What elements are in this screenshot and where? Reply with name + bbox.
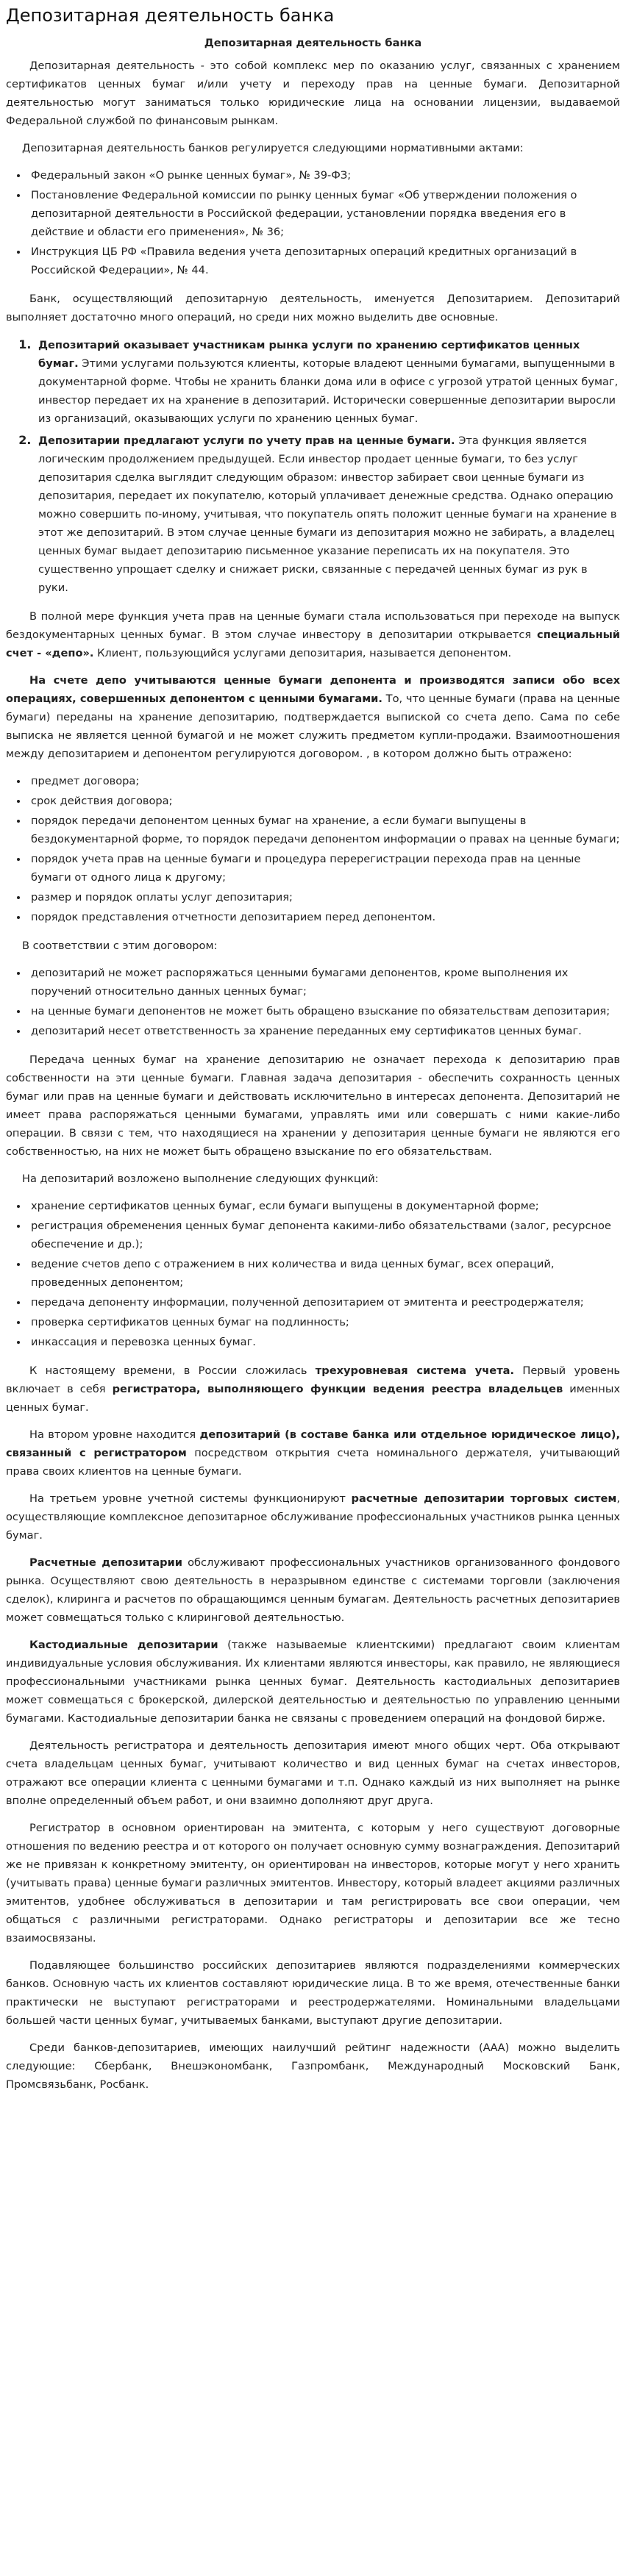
list-item: • порядок передачи депонентом ценных бумаг на хранение, а если бумаги выпущены в бездокументарной форме, то порядок передачи депонентом информации о правах на ценные бумаги; — [28, 812, 620, 848]
operation-text: Эта функция является логическим продолжением предыдущей. Если инвестор продает ценные бумаги, то без услуг депозитария сделка выглядит следующим образом: инвестор забирает свои ценные бумаги из депозитария, передает их покупателю, который уплачивает денежные средства. Однако операцию можно совершить по-иному, учитывая, что покупатель опять положит ценные бумаги на хранение в этот же депозитарий. В этом случае ценные бумаги из депозитария можно не забирать, а владелец ценных бумаг выдает депозитарию письменное указание переписать их на покупателя. Это существенно упрощает сделку и снижает риски, связанные с передачей ценных бумаг из рук в руки. — [38, 434, 617, 594]
list-item: • депозитарий несет ответственность за хранение переданных ему сертификатов ценных бумаг. — [28, 1022, 620, 1040]
paragraph-top-banks: Среди банков-депозитариев, имеющих наилучший рейтинг надежности (ААА) можно выделить следующие: Сбербанк, Внешэкономбанк, Газпромбанк, Международный Московский Банк, Промсвязьбанк, Росбанк. — [6, 2042, 620, 2091]
article — [6, 4, 620, 2094]
paragraph-depo-account: В полной мере функция учета прав на ценные бумаги стала использоваться при переходе на выпуск бездокументарных ценных бумаг. В этом случае инвестору в депозитарии открывается специальный счет - «депо». Клиент, пользующийся услугами депозитария, называется депонентом. — [6, 610, 620, 659]
operation-lead: Депозитарий оказывает участникам рынка услуги по хранению сертификатов ценных бумаг. — [38, 339, 580, 370]
list-item: • хранение сертификатов ценных бумаг, если бумаги выпущены в документарной форме; — [28, 1197, 620, 1215]
paragraph-regulation-intro: Депозитарная деятельность банков регулируется следующими нормативными актами: — [22, 142, 524, 154]
list-item: • ведение счетов депо с отражением в них количества и вида ценных бумаг, всех операций, проведенных депонентом; — [28, 1255, 620, 1292]
list-item: • регистрация обременения ценных бумаг депонента какими-либо обязательствами (залог, ресурсное обеспечение и др.); — [28, 1217, 620, 1253]
paragraph-bank-depositaries: Подавляющее большинство российских депозитариев являются подразделениями коммерческих банков. Основную часть их клиентов составляют юридические лица. В то же время, отечественные банки практически не выступают регистраторами и реестродержателями. Номинальными владельцами большей части ценных бумаг, учитываемых банками, выступают другие депозитарии. — [6, 1959, 620, 2027]
list-item: • передача депоненту информации, полученной депозитарием от эмитента и реестродержателя; — [28, 1293, 620, 1312]
list-item — [35, 335, 620, 428]
contract-contents-list — [6, 772, 620, 926]
paragraph-agreement-intro: В соответствии с этим договором: — [22, 940, 218, 952]
list-item: • депозитарий не может распоряжаться ценными бумагами депонентов, кроме выполнения их поручений относительно данных ценных бумаг; — [28, 964, 620, 1001]
paragraph-depositary-intro: Банк, осуществляющий депозитарную деятельность, именуется Депозитарием. Депозитарий выполняет достаточно много операций, но среди них можно выделить две основные. — [6, 293, 620, 323]
paragraph-functions-intro: На депозитарий возложено выполнение следующих функций: — [22, 1173, 379, 1185]
functions-list — [6, 1197, 620, 1351]
paragraph-definition: Депозитарная деятельность - это собой комплекс мер по оказанию услуг, связанных с хранением сертификатов ценных бумаг и/или учету и переходу прав на ценные бумаги. Депозитарной деятельностью могут заниматься только юридические лица на основании лицензии, выдаваемой Федеральной службой по финансовым рынкам. — [6, 60, 620, 127]
agreement-terms-list — [6, 964, 620, 1040]
main-operations-list — [6, 335, 620, 597]
paragraph-registrar-role: Регистратор в основном ориентирован на эмитента, с которым у него существуют договорные отношения по ведению реестра и от которого он получает основную сумму вознаграждения. Депозитарий же не привязан к конкретному эмитенту, он ориентирован на инвесторов, которые могут у него хранить (учитывать права) ценные бумаги различных эмитентов. Инвестору, который владеет акциями различных эмитентов, удобнее обслуживаться в депозитарии и там регистрировать все свои операции, чем общаться с различными регистраторами. Однако регистраторы и депозитарии все же тесно взаимосвязаны. — [6, 1822, 620, 1944]
list-item: • Инструкция ЦБ РФ «Правила ведения учета депозитарных операций кредитных организаций в Российской Федерации», № 44. — [28, 243, 620, 279]
paragraph-depo-records: На счете депо учитываются ценные бумаги депонента и производятся записи обо всех операциях, совершенных депонентом с ценными бумагами. То, что ценные бумаги (права на ценные бумаги) переданы на хранение депозитарию, подтверждается выпиской со счета депо. Сама по себе выписка не является ценной бумагой и не может служить предметом купли-продажи. Взаимоотношения между депозитарием и депонентом регулируются договором. , в котором должно быть отражено: — [6, 674, 620, 760]
list-item: • Постановление Федеральной комиссии по рынку ценных бумаг «Об утверждении положения о депозитарной деятельности в Российской федерации, установлении порядка введения его в действие и области его применения», № 36; — [28, 186, 620, 241]
list-item: • инкассация и перевозка ценных бумаг. — [28, 1333, 620, 1351]
article-subtitle: Депозитарная деятельность банка — [204, 37, 422, 49]
page-title: Депозитарная деятельность банка — [6, 5, 335, 26]
list-item: • срок действия договора; — [28, 792, 620, 810]
paragraph-custodial-depositaries: Кастодиальные депозитарии (также называемые клиентскими) предлагают своим клиентам индивидуальные условия обслуживания. Их клиентами являются инвесторы, как правило, не являющиеся профессиональными участниками рынка ценных бумаг. Деятельность кастодиальных депозитариев может совмещаться с брокерской, дилерской деятельностью и деятельностью по управлению ценными бумагами. Кастодиальные депозитарии банка не связаны с проведением операций на фондовой бирже. — [6, 1639, 620, 1725]
list-item: • размер и порядок оплаты услуг депозитария; — [28, 888, 620, 906]
list-item — [35, 431, 620, 597]
paragraph-three-levels: К настоящему времени, в России сложилась трехуровневая система учета. Первый уровень включает в себя регистратора, выполняющего функции ведения реестра владельцев именных ценных бумаг. — [6, 1364, 621, 1414]
list-item: • Федеральный закон «О рынке ценных бумаг», № 39-ФЗ; — [28, 166, 620, 185]
list-item: • предмет договора; — [28, 772, 620, 790]
paragraph-registrar-vs-depositary: Деятельность регистратора и деятельность депозитария имеют много общих черт. Оба открывают счета владельцам ценных бумаг, учитывают количество и вид ценных бумаг на счетах инвесторов, отражают все операции клиента с ценными бумагами и т.п. Однако каждый из них выполняет на рынке вполне определенный объем работ, и они взаимно дополняют друг друга. — [6, 1739, 620, 1807]
regulatory-acts-list — [6, 166, 620, 279]
list-item: • порядок учета прав на ценные бумаги и процедура перерегистрации перехода прав на ценные бумаги от одного лица к другому; — [28, 850, 620, 887]
list-item: • проверка сертификатов ценных бумаг на подлинность; — [28, 1313, 620, 1331]
paragraph-second-level: На втором уровне находится депозитарий (в составе банка или отдельное юридическое лицо), связанный с регистратором посредством открытия счета номинального держателя, учитывающий права своих клиентов на ценные бумаги. — [6, 1428, 620, 1478]
operation-lead: Депозитарии предлагают услуги по учету прав на ценные бумаги. — [38, 434, 455, 447]
list-item: • на ценные бумаги депонентов не может быть обращено взыскание по обязательствам депозитария; — [28, 1002, 620, 1020]
list-item: • порядок представления отчетности депозитарием перед депонентом. — [28, 908, 620, 926]
paragraph-third-level: На третьем уровне учетной системы функционируют расчетные депозитарии торговых систем, осуществляющие комплексное депозитарное обслуживание профессиональных участников рынка ценных бумаг. — [6, 1492, 620, 1542]
paragraph-settlement-depositaries: Расчетные депозитарии обслуживают профессиональных участников организованного фондового рынка. Осуществляют свою деятельность в неразрывном единстве с системами торговли (заключения сделок), клиринга и расчетов по обращающимся ценным бумагам. Деятельность расчетных депозитариев может совмещаться только с клиринговой деятельностью. — [6, 1556, 621, 1624]
operation-text: Этими услугами пользуются клиенты, которые владеют ценными бумагами, выпущенными в документарной форме. Чтобы не хранить бланки дома или в офисе с угрозой утратой ценных бумаг, инвестор передает их на хранение в депозитарий. Исторически совершенные депозитарии выросли из организаций, оказывающих услуги по хранению ценных бумаг. — [38, 357, 619, 425]
paragraph-ownership: Передача ценных бумаг на хранение депозитарию не означает перехода к депозитарию прав собственности на эти ценные бумаги. Главная задача депозитария - обеспечить сохранность ценных бумаг или прав на ценные бумаги и действовать исключительно в интересах депонента. Депозитарий не имеет права распоряжаться ценными бумагами, управлять ими или совершать с ними какие-либо операции. В связи с тем, что находящиеся на хранении у депозитария ценные бумаги не являются его собственностью, на них не может быть обращено взыскание по его обязательствам. — [6, 1053, 620, 1158]
